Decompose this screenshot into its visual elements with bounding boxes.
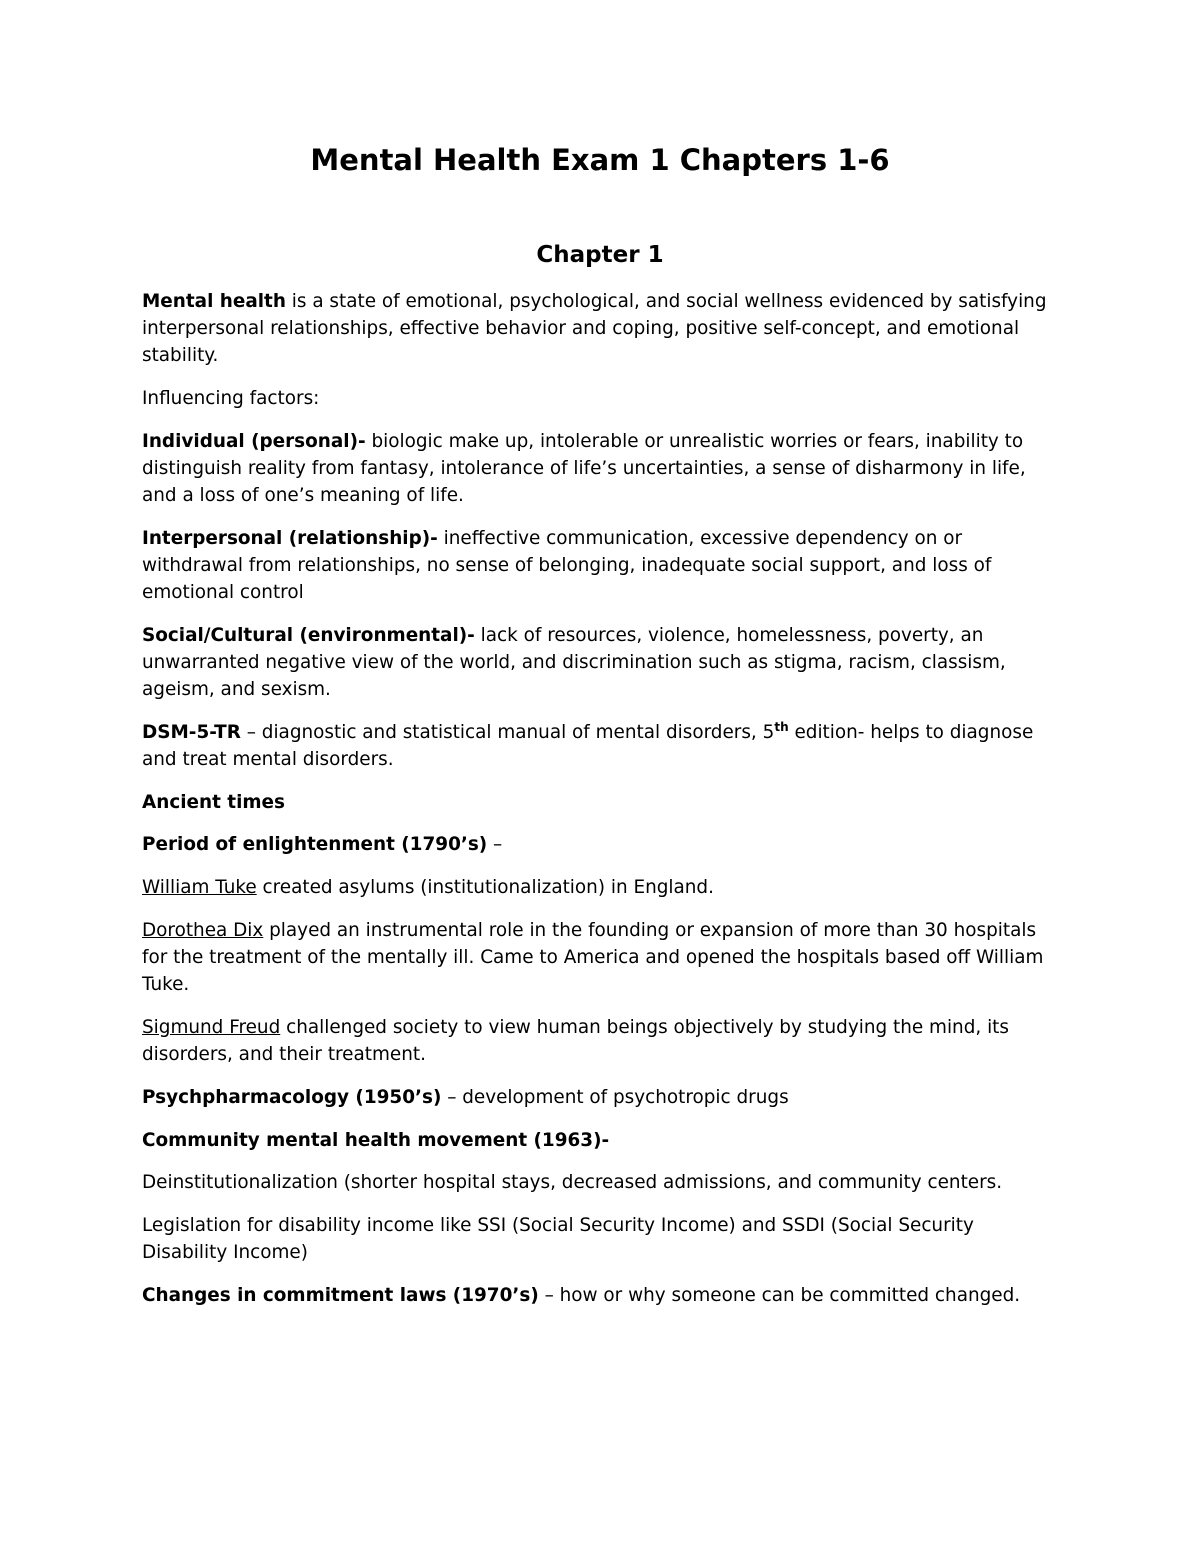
paragraph-social-cultural-factors bbox=[142, 622, 1062, 703]
name-sigmund-freud: Sigmund Freud bbox=[142, 1017, 281, 1038]
document-body bbox=[142, 288, 1062, 1325]
document-title: Mental Health Exam 1 Chapters 1-6 bbox=[310, 143, 890, 177]
chapter-heading: Chapter 1 bbox=[536, 242, 664, 268]
paragraph-dsm bbox=[142, 719, 1062, 773]
paragraph-dorothea-dix bbox=[142, 917, 1062, 998]
paragraph-ancient-times bbox=[142, 789, 1062, 816]
dsm-text-before: – diagnostic and statistical manual of mental disorders, 5 bbox=[240, 722, 775, 743]
enlightenment-dash: – bbox=[487, 834, 503, 855]
paragraph-sigmund-freud bbox=[142, 1014, 1062, 1068]
paragraph-mental-health-definition bbox=[142, 288, 1062, 369]
paragraph-commitment-laws bbox=[142, 1282, 1062, 1309]
name-william-tuke: William Tuke bbox=[142, 877, 257, 898]
sigmund-freud-text: challenged society to view human beings objectively by studying the mind, its disorders, and their treatment. bbox=[142, 1017, 1009, 1065]
influencing-factors-label: Influencing factors: bbox=[142, 388, 320, 409]
heading-ancient-times: Ancient times bbox=[142, 792, 285, 813]
paragraph-psychopharmacology bbox=[142, 1084, 1062, 1111]
heading-community-movement: Community mental health movement (1963)- bbox=[142, 1130, 610, 1151]
term-individual: Individual (personal)- bbox=[142, 431, 366, 452]
term-social-cultural: Social/Cultural (environmental)- bbox=[142, 625, 475, 646]
commitment-laws-text: – how or why someone can be committed changed. bbox=[538, 1285, 1021, 1306]
heading-enlightenment: Period of enlightenment (1790’s) bbox=[142, 834, 488, 855]
individual-text: biologic make up, intolerable or unrealistic worries or fears, inability to distinguish reality from fantasy, intolerance of life’s uncertainties, a sense of disharmony in life, and a loss of one’s meaning of life. bbox=[142, 431, 1026, 506]
paragraph-community-movement bbox=[142, 1127, 1062, 1154]
heading-commitment-laws: Changes in commitment laws (1970’s) bbox=[142, 1285, 539, 1306]
dsm-superscript: th bbox=[774, 719, 789, 734]
paragraph-enlightenment bbox=[142, 831, 1062, 858]
paragraph-deinstitutionalization bbox=[142, 1169, 1062, 1196]
dorothea-dix-text: played an instrumental role in the founding or expansion of more than 30 hospitals for the treatment of the mentally ill. Came to America and opened the hospitals based off William Tuke. bbox=[142, 920, 1044, 995]
name-dorothea-dix: Dorothea Dix bbox=[142, 920, 264, 941]
heading-psychopharmacology: Psychpharmacology (1950’s) bbox=[142, 1087, 442, 1108]
interpersonal-text: ineffective communication, excessive dependency on or withdrawal from relationships, no sense of belonging, inadequate social support, and loss of emotional control bbox=[142, 528, 992, 603]
social-cultural-text: lack of resources, violence, homelessness, poverty, an unwarranted negative view of the world, and discrimination such as stigma, racism, classism, ageism, and sexism. bbox=[142, 625, 1006, 700]
dsm-text-after: edition- helps to diagnose and treat mental disorders. bbox=[142, 722, 1034, 770]
william-tuke-text: created asylums (institutionalization) in England. bbox=[256, 877, 714, 898]
paragraph-individual-factors bbox=[142, 428, 1062, 509]
paragraph-interpersonal-factors bbox=[142, 525, 1062, 606]
definition-text: is a state of emotional, psychological, and social wellness evidenced by satisfying interpersonal relationships, effective behavior and coping, positive self-concept, and emotional stability. bbox=[142, 291, 1047, 366]
deinstitutionalization-text: Deinstitutionalization (shorter hospital stays, decreased admissions, and community centers. bbox=[142, 1172, 1003, 1193]
term-interpersonal: Interpersonal (relationship)- bbox=[142, 528, 438, 549]
paragraph-william-tuke bbox=[142, 874, 1062, 901]
legislation-text: Legislation for disability income like SSI (Social Security Income) and SSDI (Social Security Disability Income) bbox=[142, 1215, 974, 1263]
term-mental-health: Mental health bbox=[142, 291, 286, 312]
psychopharmacology-text: – development of psychotropic drugs bbox=[441, 1087, 789, 1108]
paragraph-legislation bbox=[142, 1212, 1062, 1266]
term-dsm: DSM-5-TR bbox=[142, 722, 241, 743]
paragraph-influencing-factors bbox=[142, 385, 1062, 412]
